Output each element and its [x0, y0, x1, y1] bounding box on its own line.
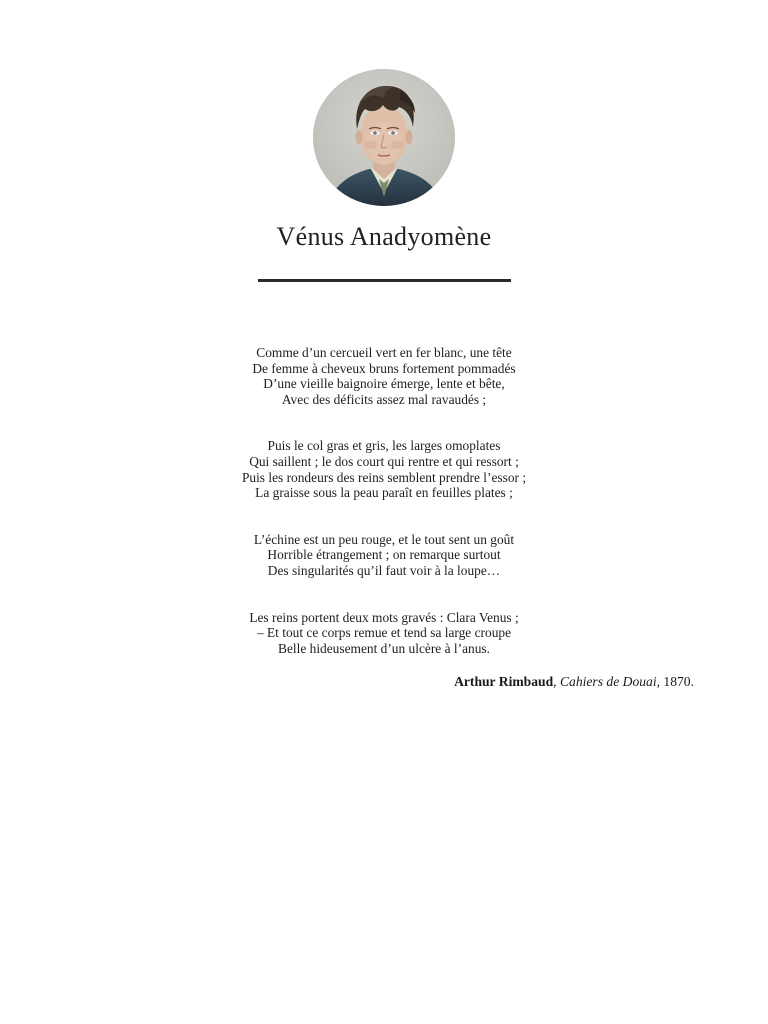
poem-title: Vénus Anadyomène	[276, 222, 492, 251]
poem-body	[0, 345, 768, 656]
portrait-illustration	[313, 69, 455, 206]
poem-line: Avec des déficits assez mal ravaudés ;	[281, 391, 487, 407]
poem-line: L’échine est un peu rouge, et le tout sent un goût	[253, 531, 515, 547]
poem-line: Des singularités qu’il faut voir à la loupe…	[267, 562, 501, 578]
stanza-2	[0, 438, 768, 500]
poem-line: Belle hideusement d’un ulcère à l’anus.	[278, 640, 490, 656]
poem-line: – Et tout ce corps remue et tend sa large croupe	[256, 625, 512, 641]
poem-line: Puis le col gras et gris, les larges omoplates	[267, 438, 501, 454]
stanza-4	[0, 610, 768, 657]
poem-line: Qui saillent ; le dos court qui rentre et qui ressort ;	[249, 453, 519, 469]
author-name: Arthur Rimbaud	[454, 674, 554, 689]
poem-line: De femme à cheveux bruns fortement pommadés	[252, 360, 516, 376]
poem-line: D’une vieille baignoire émerge, lente et bête,	[263, 376, 505, 392]
attribution-separator: ,	[553, 674, 560, 689]
poem-attribution	[454, 674, 694, 690]
poem-line: Comme d’un cercueil vert en fer blanc, une tête	[256, 345, 512, 360]
stanza-3	[0, 532, 768, 579]
poem-line: Puis les rondeurs des reins semblent prendre l’essor ;	[241, 469, 527, 485]
stanza-1	[0, 345, 768, 407]
portrait-photo	[313, 69, 455, 206]
poem-line: Les reins portent deux mots gravés : Clara Venus ;	[249, 609, 519, 625]
title-underline-divider	[258, 279, 511, 282]
publication-year: 1870.	[660, 674, 694, 689]
work-title: Cahiers de Douai,	[559, 674, 661, 689]
poem-line: La graisse sous la peau paraît en feuilles plates ;	[255, 485, 513, 501]
poem-line: Horrible étrangement ; on remarque surtout	[267, 547, 501, 563]
